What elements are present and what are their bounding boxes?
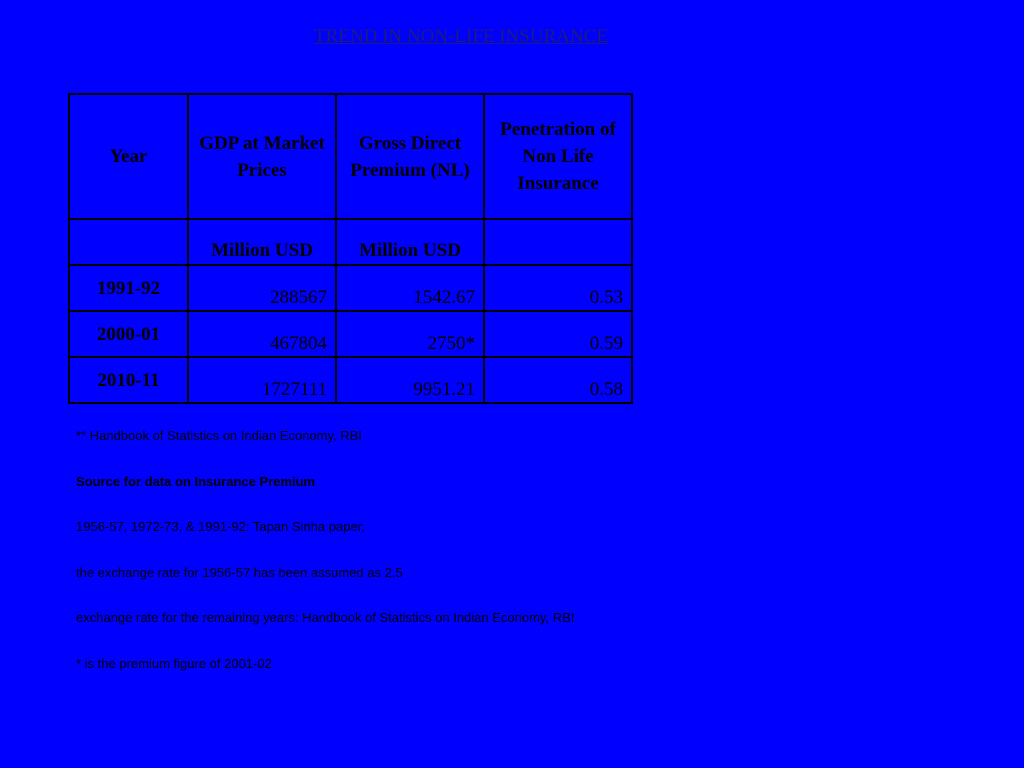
cell-gdp: 467804 xyxy=(188,311,336,357)
header-penetration: Penetration of Non Life Insurance xyxy=(484,94,632,219)
page-title: TREND IN NON-LIFE INSURANCE xyxy=(314,26,608,47)
unit-gdp: Million USD xyxy=(188,219,336,265)
unit-year xyxy=(69,219,188,265)
unit-penetration xyxy=(484,219,632,265)
header-row xyxy=(69,94,632,219)
header-gross-direct-premium: Gross Direct Premium (NL) xyxy=(336,94,484,219)
cell-gdp: 288567 xyxy=(188,265,336,311)
cell-premium: 2750* xyxy=(336,311,484,357)
table-row xyxy=(69,311,632,357)
unit-premium: Million USD xyxy=(336,219,484,265)
cell-year: 2000-01 xyxy=(69,311,188,357)
footnotes xyxy=(76,426,574,699)
cell-penetration: 0.58 xyxy=(484,357,632,403)
cell-penetration: 0.59 xyxy=(484,311,632,357)
cell-premium: 1542.67 xyxy=(336,265,484,311)
footnote-rbi-source: ** Handbook of Statistics on Indian Economy, RBI xyxy=(76,428,362,443)
cell-year: 2010-11 xyxy=(69,357,188,403)
header-gdp: GDP at Market Prices xyxy=(188,94,336,219)
cell-year: 1991-92 xyxy=(69,265,188,311)
header-year: Year xyxy=(69,94,188,219)
footnote-premium-source-heading: Source for data on Insurance Premium xyxy=(76,473,316,489)
insurance-trend-table xyxy=(68,93,633,404)
footnote-sinha-paper: 1956-57, 1972-73, & 1991-92: Tapan Sinha paper, xyxy=(76,519,365,534)
units-row xyxy=(69,219,632,265)
cell-premium: 9951.21 xyxy=(336,357,484,403)
table-row xyxy=(69,357,632,403)
footnote-premium-year: * is the premium figure of 2001-02 xyxy=(76,655,272,671)
cell-penetration: 0.53 xyxy=(484,265,632,311)
footnote-exchange-rate-source: exchange rate for the remaining years: Handbook of Statistics on Indian Economy, RBI xyxy=(76,610,575,625)
table-row xyxy=(69,265,632,311)
footnote-exchange-rate-assumption: the exchange rate for 1956-57 has been assumed as 2.5 xyxy=(76,564,403,580)
cell-gdp: 1727111 xyxy=(188,357,336,403)
